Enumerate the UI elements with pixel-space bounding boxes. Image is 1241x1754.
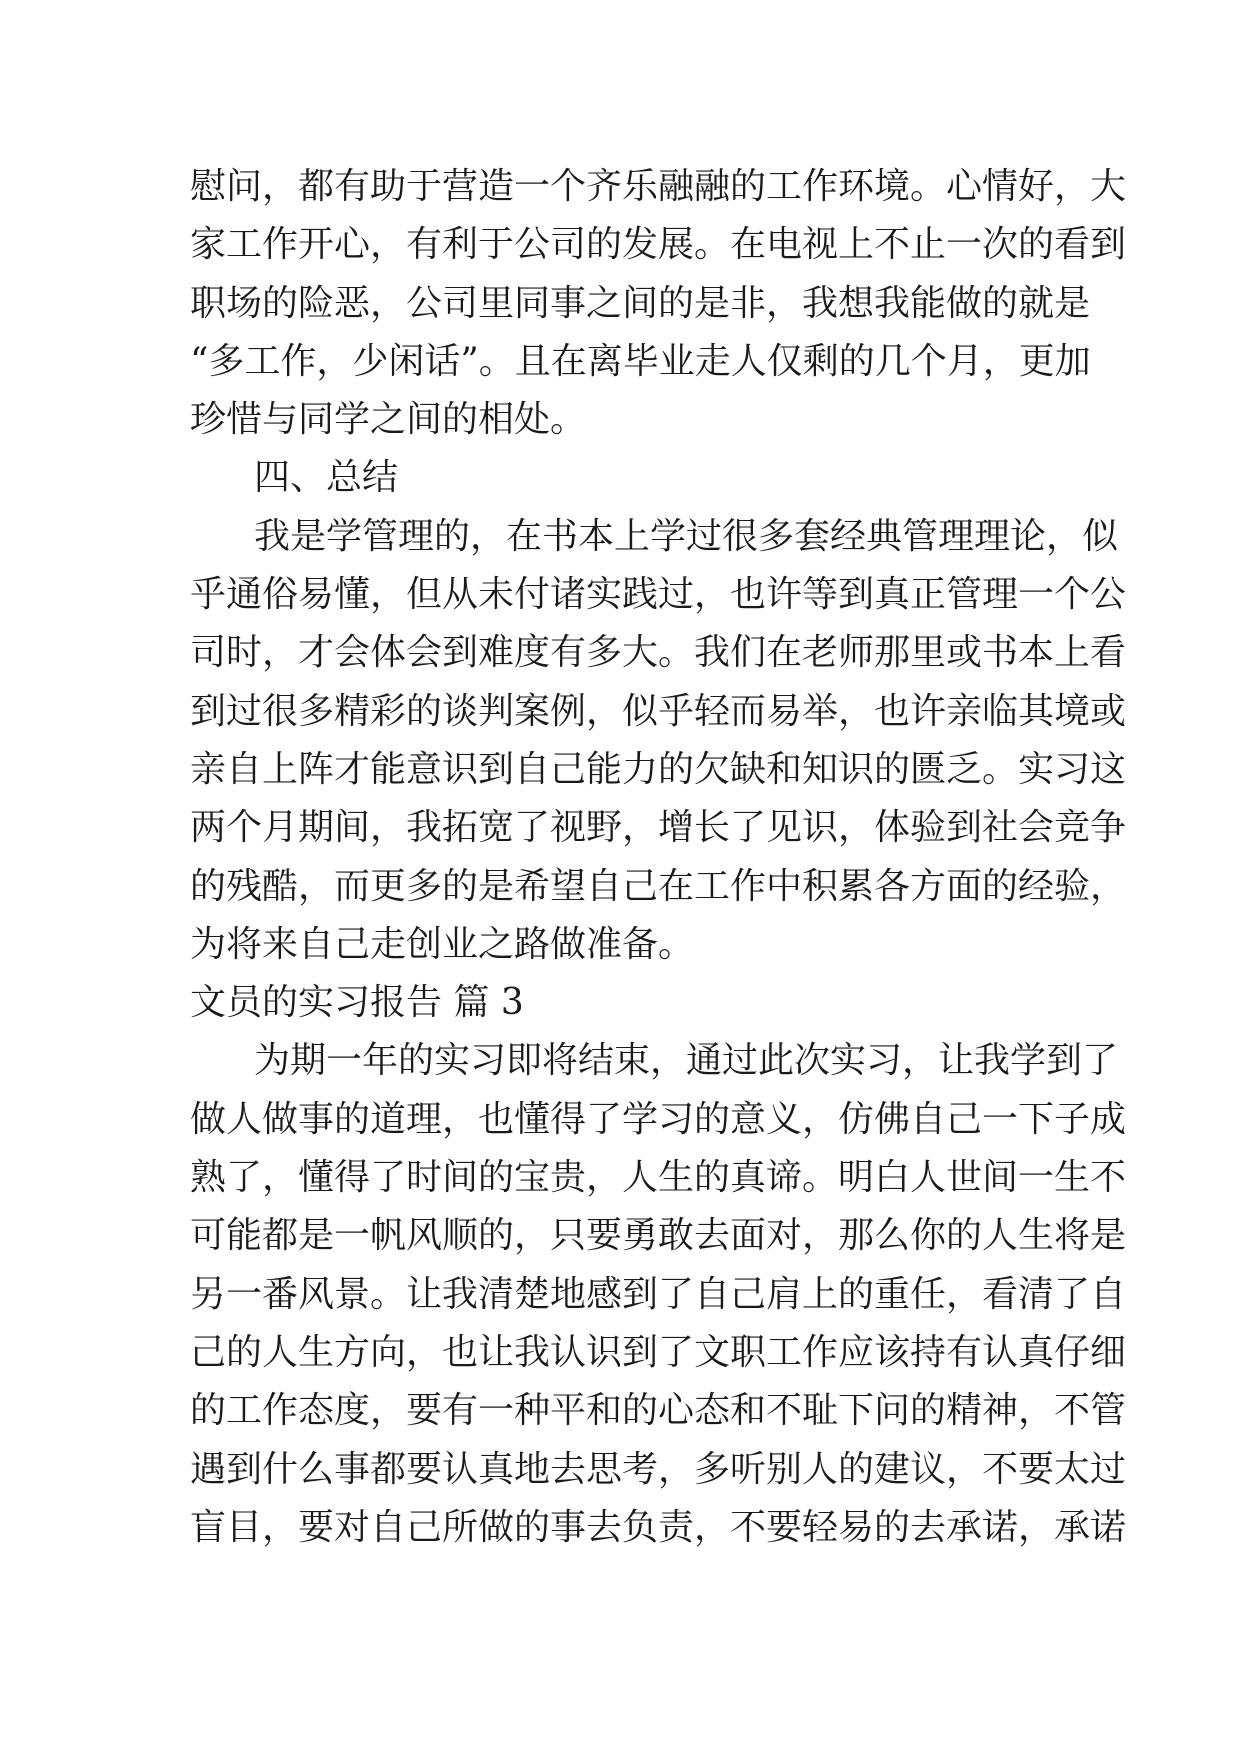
text-line: 己的人生方向，也让我认识到了文职工作应该持有认真仔细 bbox=[190, 1331, 1127, 1373]
text-line: 熟了，懂得了时间的宝贵，人生的真谛。明白人世间一生不 bbox=[190, 1157, 1127, 1199]
text-line: 四、总结 bbox=[254, 457, 399, 499]
text-line: 司时，才会体会到难度有多大。我们在老师那里或书本上看 bbox=[190, 632, 1127, 674]
text-line: 珍惜与同学之间的相处。 bbox=[190, 399, 587, 441]
text-line: 职场的险恶，公司里同事之间的是非，我想我能做的就是 bbox=[190, 282, 1091, 324]
text-line: 为期一年的实习即将结束，通过此次实习，让我学到了 bbox=[254, 1040, 1119, 1082]
text-line: 为将来自己走创业之路做准备。 bbox=[190, 923, 695, 965]
text-line: 的工作态度，要有一种平和的心态和不耻下问的精神，不管 bbox=[190, 1390, 1127, 1432]
text-line: 乎通俗易懂，但从未付诸实践过，也许等到真正管理一个公 bbox=[190, 574, 1127, 616]
text-line: 我是学管理的，在书本上学过很多套经典管理理论，似 bbox=[254, 515, 1119, 557]
text-line: 另一番风景。让我清楚地感到了自己肩上的重任，看清了自 bbox=[190, 1273, 1127, 1315]
text-line: 两个月期间，我拓宽了视野，增长了见识，体验到社会竞争 bbox=[190, 807, 1127, 849]
text-line: 可能都是一帆风顺的，只要勇敢去面对，那么你的人生将是 bbox=[190, 1215, 1127, 1257]
text-line: 遇到什么事都要认真地去思考，多听别人的建议，不要太过 bbox=[190, 1448, 1127, 1490]
text-line: 文员的实习报告 篇 3 bbox=[190, 982, 524, 1024]
text-line: 做人做事的道理，也懂得了学习的意义，仿佛自己一下子成 bbox=[190, 1098, 1127, 1140]
text-line: 的残酷，而更多的是希望自己在工作中积累各方面的经验， bbox=[190, 865, 1127, 907]
text-line: 亲自上阵才能意识到自己能力的欠缺和知识的匮乏。实习这 bbox=[190, 748, 1127, 790]
text-line: 慰问，都有助于营造一个齐乐融融的工作环境。心情好，大 bbox=[190, 166, 1127, 207]
text-line: 盲目，要对自己所做的事去负责，不要轻易的去承诺，承诺 bbox=[190, 1506, 1127, 1548]
text-line: 家工作开心，有利于公司的发展。在电视上不止一次的看到 bbox=[190, 224, 1127, 266]
text-line: “多工作，少闲话”。且在离毕业走人仅剩的几个月，更加 bbox=[190, 340, 1091, 382]
text-line: 到过很多精彩的谈判案例，似乎轻而易举，也许亲临其境或 bbox=[190, 690, 1127, 732]
document-body bbox=[190, 158, 1127, 1557]
